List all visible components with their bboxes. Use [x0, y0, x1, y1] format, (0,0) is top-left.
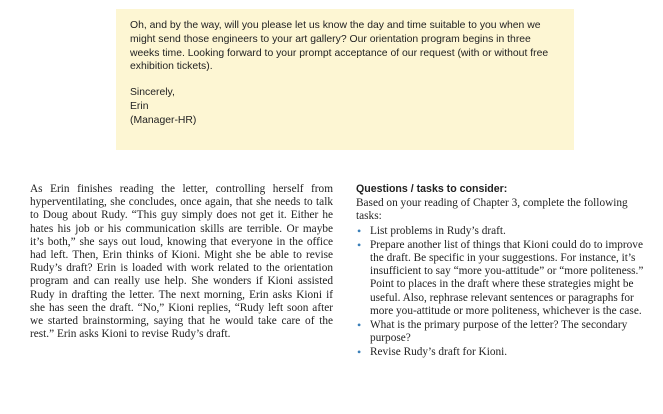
list-item-text: Prepare another list of things that Kioni could do to improve the draft. Be specific in your suggestions. For instance, it’s insufficient to say “more you-attitude” or “more politeness.” Point to places in the draft where these strategies might be useful. Also, rephrase relevant sentences or paragraphs for more you-attitude or more politeness, whichever is the case. [370, 238, 644, 317]
questions-section [356, 183, 649, 361]
letter-signature-title: (Manager-HR) [130, 114, 197, 126]
list-item [356, 319, 649, 345]
list-item-text: Revise Rudy’s draft for Kioni. [370, 346, 508, 359]
letter-excerpt-box [116, 9, 574, 150]
letter-closing: Sincerely, [130, 87, 175, 99]
letter-body: Oh, and by the way, will you please let us know the day and time suitable to you when we might send those engineers to your art gallery? Our orientation program begins in three weeks time. Looking forward to your prompt acceptance of our request (with or without free exhibition tickets). [130, 20, 549, 73]
letter-signature-name: Erin [130, 100, 149, 112]
bullet-icon: • [357, 237, 362, 252]
narrative-paragraph: As Erin finishes reading the letter, controlling herself from hyperventilating, she concludes, once again, that she needs to talk to Doug about Rudy. “This guy simply does not get it. Either he hates his job or his communication skills are terrible. Or maybe it’s both,” she says out loud, knowing that everyone in the office had left. Then, Erin thinks of Kioni. Might she be able to revise Rudy’s draft? Erin is loaded with work related to the orientation program and can really use help. She wonders if Kioni assisted Rudy in drafting the letter. The next morning, Erin asks Kioni if she has seen the draft. “No,” Kioni replies, “Rudy left soon after we started brainstorming, saying that he would take care of the rest.” Erin asks Kioni to revise Rudy’s draft. [30, 183, 333, 341]
bullet-icon: • [357, 345, 362, 360]
bullet-icon: • [357, 318, 362, 333]
list-item [356, 239, 649, 318]
list-item-text: What is the primary purpose of the letter? The secondary purpose? [370, 319, 628, 345]
questions-heading: Questions / tasks to consider: [356, 183, 508, 195]
questions-intro: Based on your reading of Chapter 3, complete the following tasks: [356, 197, 628, 223]
list-item-text: List problems in Rudy’s draft. [370, 224, 506, 237]
questions-list [356, 225, 649, 360]
bullet-icon: • [357, 223, 362, 238]
list-item [356, 225, 649, 238]
list-item [356, 346, 649, 359]
